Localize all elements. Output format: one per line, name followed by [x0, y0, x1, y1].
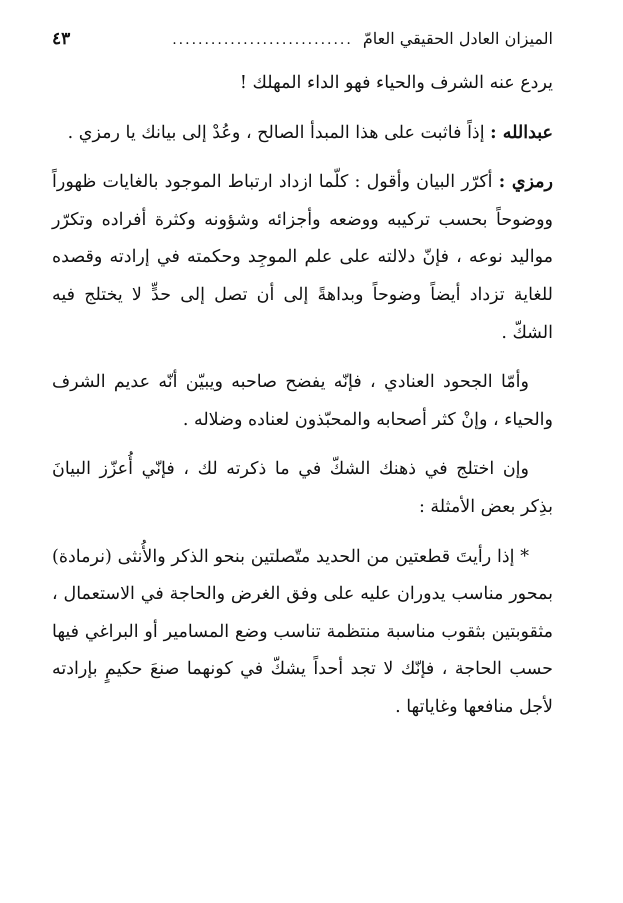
speaker-name: رمزي :	[498, 172, 554, 193]
paragraph	[52, 451, 553, 526]
header-title: الميزان العادل الحقيقي العامّ	[362, 29, 553, 48]
header-leader-dots: ............................	[172, 32, 353, 48]
running-header	[52, 28, 553, 51]
paragraph	[52, 539, 553, 727]
speaker-name: عبدالله :	[490, 122, 553, 143]
page-body	[52, 65, 553, 727]
paragraph	[52, 65, 553, 103]
paragraph-text: * إذا رأيتَ قطعتين من الحديد متّصلتين بنحو الذكر والأُنثى (نرمادة) بمحور مناسب يدوران عليه على وفق الغرض والحاجة في الاستعمال ، مثقوبتين بثقوب مناسبة منتظمة تناسب وضع المسامير أو البراغي فيها حسب الحاجة ، فإنّك لا تجد أحداً يشكّ في كونهما صنعَ حكيمٍ بإرادته لأجل منافعها وغاياتها .	[52, 546, 553, 717]
page-number: ٤٣	[52, 29, 71, 49]
paragraph	[52, 115, 553, 153]
paragraph-text: وإن اختلج في ذهنك الشكّ في ما ذكرته لك ، فإنّي أُعزّز البيانَ بذِكر بعض الأمثلة :	[52, 459, 553, 517]
paragraph-text: إذاً فاثبت على هذا المبدأ الصالح ، وعُدْ إلى بيانك يا رمزي .	[67, 122, 491, 143]
paragraph-text: يردع عنه الشرف والحياء فهو الداء المهلك !	[239, 73, 553, 93]
paragraph-text: وأمّا الجحود العنادي ، فإنّه يفضح صاحبه ويبيّن أنّه عديم الشرف والحياء ، وإنْ كثر أصحابه والمحبّذون لعناده وضلاله .	[52, 372, 553, 430]
header-title-group	[172, 28, 553, 51]
paragraph	[52, 164, 553, 352]
paragraph	[52, 364, 553, 439]
paragraph-text: أكرّر البيان وأقول : كلّما ازداد ارتباط الموجود بالغايات ظهوراً ووضوحاً بحسب تركيبه ووضعه وأجزائه وشؤونه وكثرة أفراده وتكرّر مواليد نوعه ، فإنّ دلالته على علم الموجِد وحكمته في إرادته وقصده للغاية تزداد أيضاً وضوحاً وبداهةً إلى أن تصل إلى حدٍّ لا يختلج فيه الشكّ .	[52, 172, 553, 343]
